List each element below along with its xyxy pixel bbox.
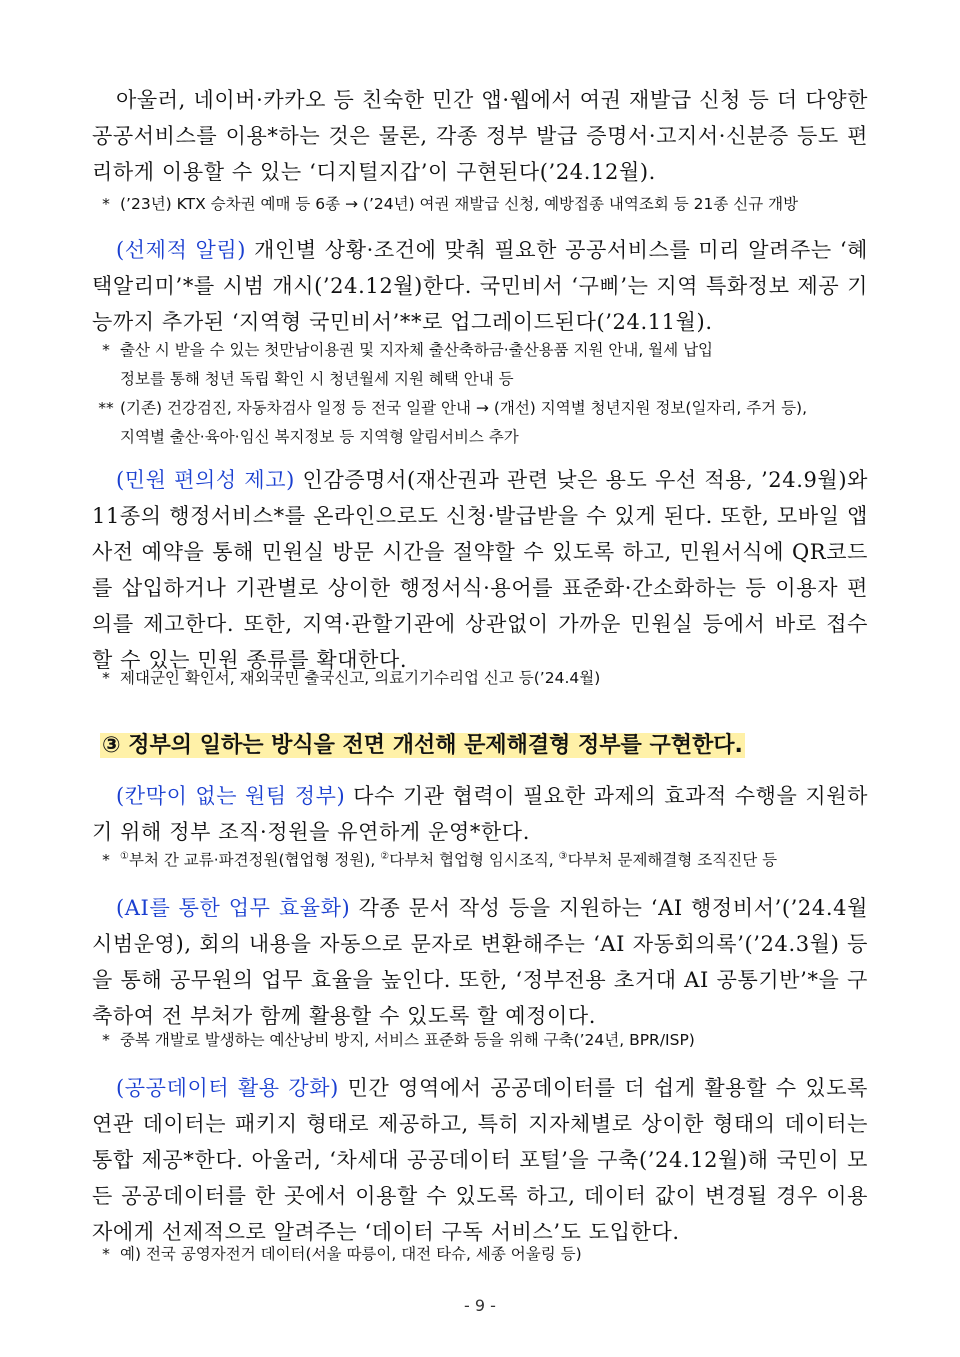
footnote-regional-secretary <box>92 394 872 452</box>
circled-number-3: ③ <box>558 850 568 862</box>
footnote-text-line2: 정보를 통해 청년 독립 확인 시 청년월세 지원 혜택 안내 등 <box>120 370 514 388</box>
footnote-text-part1: 부처 간 교류·파견정원(협업형 정원), <box>128 851 381 869</box>
section-title-3 <box>100 730 745 762</box>
paragraph-text: 개인별 상황·조건에 맞춰 필요한 공공서비스를 미리 알려주는 ‘혜택알리미’*를 시범 개시(’24.12월)한다. 국민비서 ‘구삐’는 지역 특화정보 제공 기능까지 추가된 ‘지역형 국민비서’**로 업그레이드된다(’24.11월). <box>92 238 868 334</box>
footnote-text-line1: 출산 시 받을 수 있는 첫만남이용권 및 지자체 출산축하금·출산용품 지원 안내, 월세 납입 <box>120 341 714 359</box>
paragraph-text: 민간 영역에서 공공데이터를 더 쉽게 활용할 수 있도록 연관 데이터는 패키지 형태로 제공하고, 특히 지자체별로 상이한 형태의 데이터는 통합 제공*한다. 아울러, ‘차세대 공공데이터 포털’을 구축(’24.12월)해 국민이 모든 공공데이터를 한 곳에서 이용할 수 있도록 하고, 데이터 값이 변경될 경우 이용자에게 선제적으로 알려주는 ‘데이터 구독 서비스’도 도입한다. <box>92 1076 868 1244</box>
footnote-text: 중복 개발로 발생하는 예산낭비 방지, 서비스 표준화 등을 위해 구축(’24년, BPR/ISP) <box>120 1031 695 1049</box>
footnote-mark: * <box>102 341 110 359</box>
footnote-text-line1: (기존) 건강검진, 자동차검사 일정 등 전국 일괄 안내 → (개선) 지역별 청년지원 정보(일자리, 주거 등), <box>120 399 808 417</box>
circled-number-2: ② <box>380 850 390 862</box>
footnote-text: (’23년) KTX 승차권 예매 등 6종 → (’24년) 여권 재발급 신청, 예방접종 내역조회 등 21종 신규 개방 <box>120 195 799 213</box>
circled-number-1: ① <box>120 850 129 862</box>
paragraph-ai-efficiency <box>92 890 868 1034</box>
paragraph-text: 아울러, 네이버·카카오 등 친숙한 민간 앱·웹에서 여권 재발급 신청 등 더 다양한 공공서비스를 이용*하는 것은 물론, 각종 정부 발급 증명서·고지서·신분증 등도 편리하게 이용할 수 있는 ‘디지털지갑’이 구현된다(’24.12월). <box>92 88 868 184</box>
paragraph-text: 인감증명서(재산권과 관련 낮은 용도 우선 적용, ’24.9월)와 11종의 행정서비스*를 온라인으로도 신청·발급받을 수 있게 된다. 또한, 모바일 앱 사전 예약을 통해 민원실 방문 시간을 절약할 수 있도록 하고, 민원서식에 QR코드를 삽입하거나 기관별로 상이한 행정서식·용어를 표준화·간소화하는 등 이용자 편의를 제고한다. 또한, 지역·관할기관에 상관없이 가까운 민원실 등에서 바로 접수할 수 있는 민원 종류를 확대한다. <box>92 468 868 672</box>
footnote-text-line2: 지역별 출산·육아·임신 복지정보 등 지역형 알림서비스 추가 <box>120 428 519 446</box>
paragraph-public-data <box>92 1070 868 1250</box>
footnote-mark: * <box>102 669 110 687</box>
footnote-flexible-org <box>92 846 872 875</box>
footnote-ai-platform <box>92 1026 872 1055</box>
section-heading-ai-efficiency: (AI를 통한 업무 효율화) <box>116 896 351 920</box>
section-title-text: ③ 정부의 일하는 방식을 전면 개선해 문제해결형 정부를 구현한다. <box>102 733 743 758</box>
footnote-mark: ** <box>98 399 114 417</box>
paragraph-digital-wallet <box>92 82 868 190</box>
footnote-mark: * <box>102 195 110 213</box>
footnote-mark: * <box>102 1245 110 1263</box>
footnote-text-part3: 다부처 문제해결형 조직진단 등 <box>567 851 778 869</box>
footnote-mark: * <box>102 1031 110 1049</box>
footnote-benefit-alert <box>92 336 872 394</box>
paragraph-text: 다수 기관 협력이 필요한 과제의 효과적 수행을 지원하기 위해 정부 조직·정원을 유연하게 운영*한다. <box>92 784 868 844</box>
paragraph-text: 각종 문서 작성 등을 지원하는 ‘AI 행정비서’(’24.4월 시범운영), 회의 내용을 자동으로 문자로 변환해주는 ‘AI 자동회의록’(’24.3월) 등을 통해 공무원의 업무 효율을 높인다. 또한, ‘정부전용 초거대 AI 공통기반’*을 구축하여 전 부처가 함께 활용할 수 있도록 할 예정이다. <box>92 896 868 1028</box>
footnote-admin-services <box>92 664 872 693</box>
footnote-text-part2: 다부처 협업형 임시조직, <box>389 851 559 869</box>
paragraph-one-team <box>92 778 868 850</box>
footnote-bike-data <box>92 1240 872 1269</box>
section-heading-civil-convenience: (민원 편의성 제고) <box>116 468 295 492</box>
paragraph-civil-convenience <box>92 462 868 678</box>
section-heading-public-data: (공공데이터 활용 강화) <box>116 1076 339 1100</box>
page-number: - 9 - <box>464 1296 496 1315</box>
footnote-text: 제대군인 확인서, 재외국민 출국신고, 의료기기수리업 신고 등(’24.4월) <box>120 669 601 687</box>
paragraph-proactive-alert <box>92 232 868 340</box>
footnote-text: 예) 전국 공영자전거 데이터(서울 따릉이, 대전 타슈, 세종 어울링 등) <box>120 1245 582 1263</box>
section-heading-one-team: (칸막이 없는 원팀 정부) <box>116 784 346 808</box>
footnote-open-services <box>92 190 872 219</box>
section-heading-proactive-alert: (선제적 알림) <box>116 238 247 262</box>
footnote-mark: * <box>102 851 110 869</box>
